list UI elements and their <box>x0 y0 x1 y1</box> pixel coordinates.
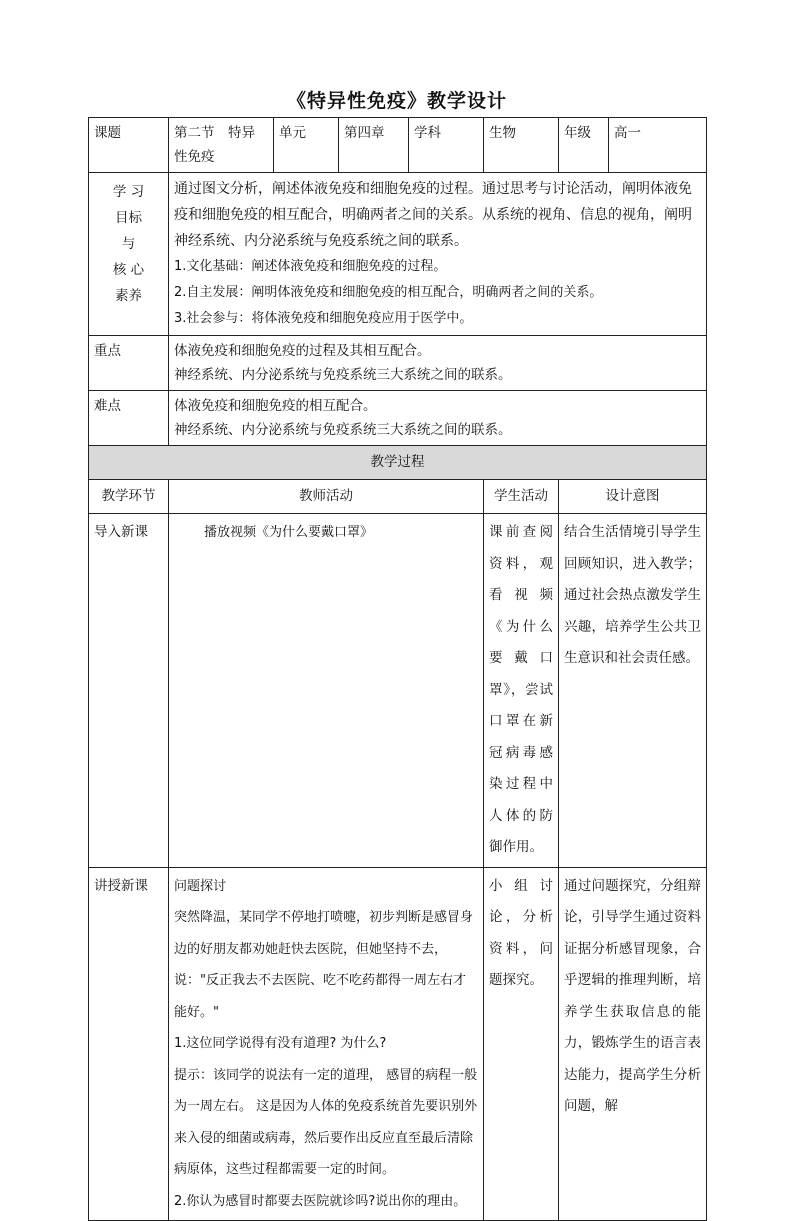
header-student: 学生活动 <box>484 480 559 514</box>
subject-label: 学科 <box>409 118 484 173</box>
objectives-label: 学 习 目标 与 核 心 素养 <box>89 173 169 336</box>
header-teacher: 教师活动 <box>169 480 484 514</box>
document-title: 《特异性免疫》教学设计 <box>286 90 507 112</box>
stage-cell: 讲授新课 <box>89 867 169 1221</box>
info-row <box>89 118 707 173</box>
process-title: 教学过程 <box>89 446 707 480</box>
unit-label: 单元 <box>274 118 339 173</box>
topic-label: 课题 <box>89 118 169 173</box>
stage-cell: 导入新课 <box>89 514 169 868</box>
difficulties-row <box>89 391 707 446</box>
objective-item: 1.文化基础：阐述体液免疫和细胞免疫的过程。 <box>174 259 447 274</box>
header-intent: 设计意图 <box>559 480 707 514</box>
topic-value: 第二节 特异性免疫 <box>169 118 274 173</box>
header-stage: 教学环节 <box>89 480 169 514</box>
subject-value: 生物 <box>484 118 559 173</box>
objectives-main: 通过图文分析，阐述体液免疫和细胞免疫的过程。通过思考与讨论活动，阐明体液免疫和细胞免疫的相互配合，明确两者之间的关系。从系统的视角、信息的视角，阐明神经系统、内分泌系统与免疫系统之间的联系。 <box>174 181 692 249</box>
difficulties-content: 体液免疫和细胞免疫的相互配合。 神经系统、内分泌系统与免疫系统三大系统之间的联系。 <box>169 391 707 446</box>
process-row-teaching <box>89 867 707 1221</box>
key-points-row <box>89 336 707 391</box>
student-activity-cell: 课前查阅资料，观看视频《为什么要戴口罩》，尝试口罩在新冠病毒感染过程中人体的防御作用。 <box>484 514 559 868</box>
objectives-row <box>89 173 707 336</box>
design-intent-cell: 通过问题探究，分组辩论，引导学生通过资料证据分析感冒现象，合乎逻辑的推理判断，培养学生获取信息的能力，锻炼学生的语言表达能力，提高学生分析问题，解 <box>559 867 707 1221</box>
process-title-row <box>89 446 707 480</box>
student-activity-cell: 小组讨论，分析资料，问题探究。 <box>484 867 559 1221</box>
difficulties-label: 难点 <box>89 391 169 446</box>
objective-item: 3.社会参与：将体液免疫和细胞免疫应用于医学中。 <box>174 311 473 326</box>
process-row-intro <box>89 514 707 868</box>
teacher-activity-cell: 播放视频《为什么要戴口罩》 <box>169 514 484 868</box>
design-intent-cell: 结合生活情境引导学生回顾知识，进入教学；通过社会热点激发学生兴趣，培养学生公共卫生意识和社会责任感。 <box>559 514 707 868</box>
lesson-plan-table <box>88 117 707 1221</box>
unit-value: 第四章 <box>339 118 409 173</box>
grade-value: 高一 <box>609 118 707 173</box>
objective-item: 2.自主发展：阐明体液免疫和细胞免疫的相互配合，明确两者之间的关系。 <box>174 285 603 300</box>
process-header-row <box>89 480 707 514</box>
teacher-activity-cell: 问题探讨 突然降温，某同学不停地打喷嚏，初步判断是感冒身边的好朋友都劝她赶快去医院，但她坚持不去，说："反正我去不去医院、吃不吃药都得一周左右才能好。" 1.这位同学说得有没有道理? 为什么? 提示：该同学的说法有一定的道理， 感冒的病程一般为一周左右。 这是因为人体的免疫系统首先要识别外来入侵的细菌或病毒，然后要作出反应直至最后清除病原体，这些过程都需要一定的时间。 2.你认为感冒时都要去医院就诊吗?说出你的理由。 <box>169 867 484 1221</box>
objectives-content <box>169 173 707 336</box>
grade-label: 年级 <box>559 118 609 173</box>
key-points-label: 重点 <box>89 336 169 391</box>
key-points-content: 体液免疫和细胞免疫的过程及其相互配合。 神经系统、内分泌系统与免疫系统三大系统之间的联系。 <box>169 336 707 391</box>
